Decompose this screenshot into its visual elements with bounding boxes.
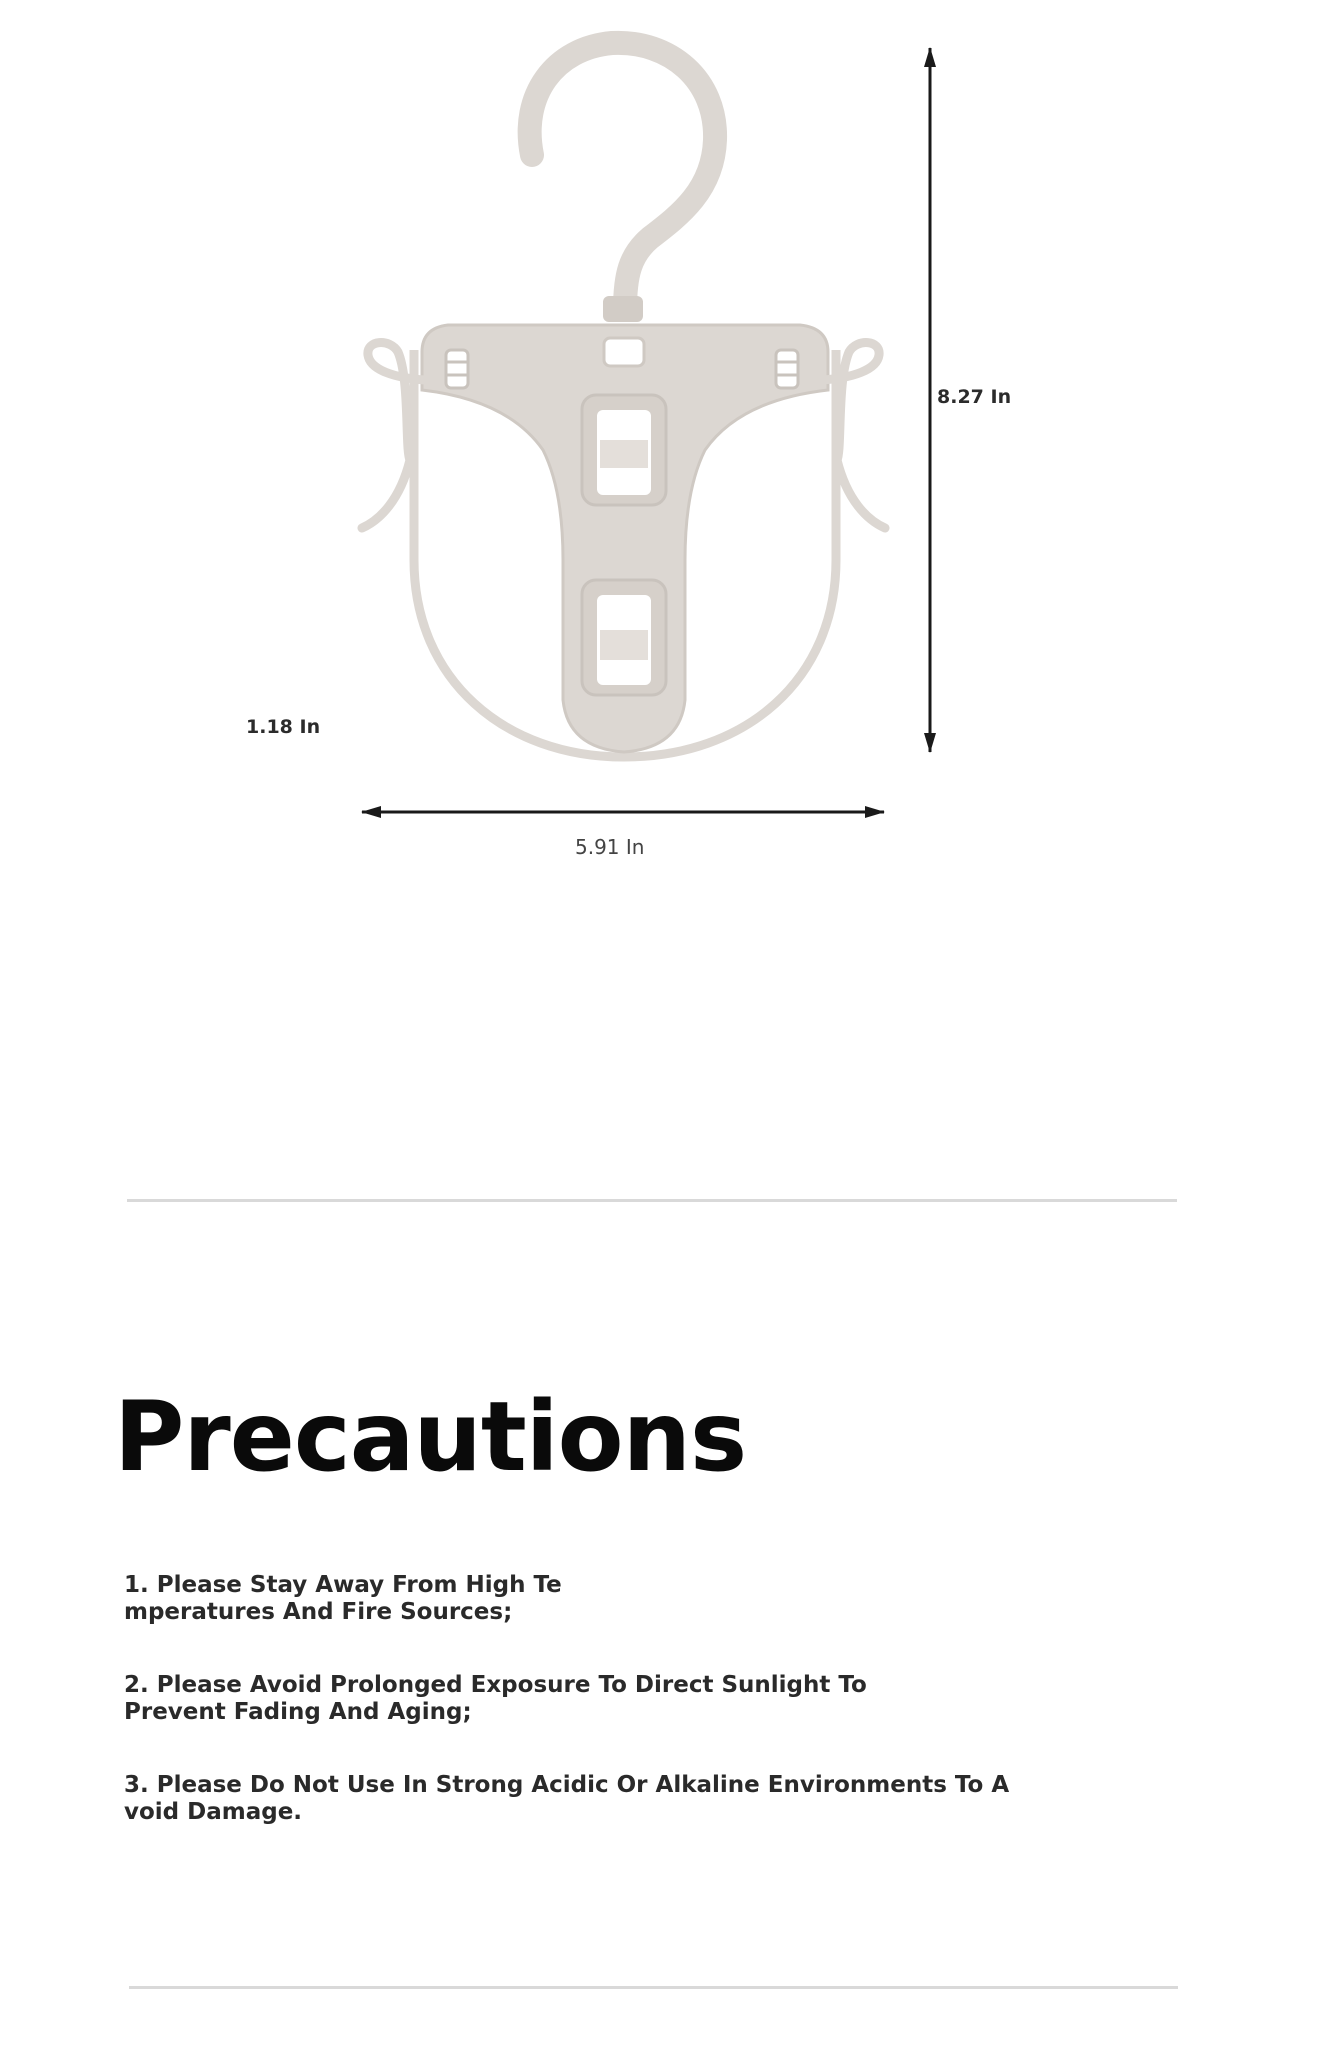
- section-divider-bottom: [129, 1986, 1178, 1989]
- precaution-item-1: 1. Please Stay Away From High Te mperatures And Fire Sources;: [124, 1572, 562, 1625]
- upper-body-hook: [582, 395, 666, 505]
- product-dimension-figure: [0, 0, 1323, 900]
- hanger-icon: [362, 43, 885, 757]
- precautions-title: Precautions: [114, 1381, 747, 1493]
- right-side-hook: [822, 343, 885, 528]
- hanger-hook-slot: [604, 338, 644, 366]
- height-dimension-label: 8.27 In: [937, 386, 1012, 408]
- width-dimension-label: 5.91 In: [575, 835, 645, 859]
- precaution-item-2: 2. Please Avoid Prolonged Exposure To Direct Sunlight To Prevent Fading And Aging;: [124, 1672, 867, 1725]
- left-clip-slot: [446, 350, 468, 388]
- section-divider-top: [127, 1199, 1177, 1202]
- right-clip-slot: [776, 350, 798, 388]
- lower-body-hook: [582, 580, 666, 695]
- hanger-swivel: [603, 296, 643, 322]
- depth-dimension-label: 1.18 In: [246, 716, 321, 738]
- hanger-hook: [530, 43, 715, 310]
- precaution-item-3: 3. Please Do Not Use In Strong Acidic Or Alkaline Environments To A void Damage.: [124, 1772, 1010, 1825]
